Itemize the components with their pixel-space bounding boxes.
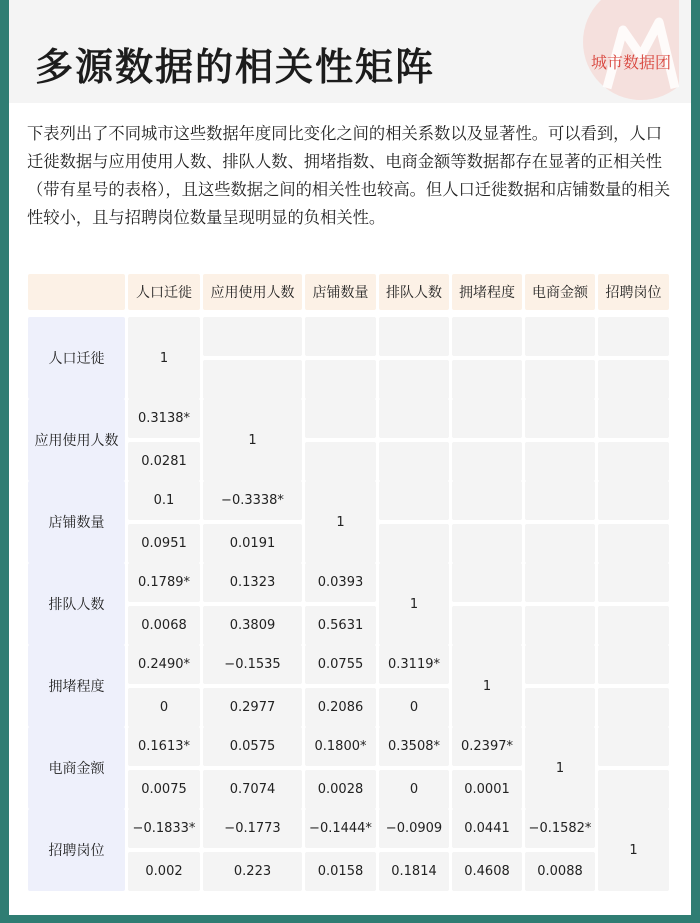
significance-p-value: 0 [379,688,449,727]
significance-p-value: 0.0068 [128,606,200,645]
empty-cell [379,442,449,481]
correlation-coefficient: 0.1789* [128,563,200,602]
correlation-coefficient: −0.1833* [128,809,200,848]
row-header: 招聘岗位 [28,809,125,891]
correlation-coefficient: 0.0441 [452,809,522,848]
significance-p-value: 0.0001 [452,770,522,809]
row-header: 排队人数 [28,563,125,645]
page-title: 多源数据的相关性矩阵 [35,45,436,89]
logo-text: 城市数据团 [591,53,672,72]
correlation-coefficient: 0.1 [128,481,200,520]
empty-cell [598,399,669,438]
correlation-coefficient: −0.1535 [203,645,302,684]
significance-p-value: 0.1814 [379,852,449,891]
empty-cell [525,442,595,481]
significance-p-value: 0.002 [128,852,200,891]
diagonal-cell: 1 [305,481,376,563]
empty-cell [452,399,522,438]
row-header: 人口迁徙 [28,317,125,399]
empty-cell [598,688,669,727]
row-header: 应用使用人数 [28,399,125,481]
empty-cell [379,524,449,563]
empty-cell [525,524,595,563]
empty-cell [452,481,522,520]
significance-p-value: 0.2977 [203,688,302,727]
significance-p-value: 0.223 [203,852,302,891]
significance-p-value: 0.4608 [452,852,522,891]
column-header: 排队人数 [379,274,449,310]
empty-cell [525,606,595,645]
significance-p-value: 0.3809 [203,606,302,645]
significance-p-value: 0.0088 [525,852,595,891]
significance-p-value: 0.0028 [305,770,376,809]
matrix-corner-header [28,274,125,310]
significance-p-value: 0.0951 [128,524,200,563]
correlation-coefficient: −0.1773 [203,809,302,848]
row-header: 电商金额 [28,727,125,809]
correlation-coefficient: 0.0393 [305,563,376,602]
significance-p-value: 0 [128,688,200,727]
diagonal-cell: 1 [379,563,449,645]
significance-p-value: 0 [379,770,449,809]
empty-cell [379,481,449,520]
empty-cell [452,606,522,645]
correlation-coefficient: 0.3138* [128,399,200,438]
correlation-coefficient: 0.2490* [128,645,200,684]
empty-cell [598,645,669,684]
correlation-coefficient: −0.3338* [203,481,302,520]
empty-cell [379,360,449,399]
empty-cell [598,727,669,766]
empty-cell [525,563,595,602]
correlation-coefficient: 0.3119* [379,645,449,684]
correlation-coefficient: 0.2397* [452,727,522,766]
diagonal-cell: 1 [598,809,669,891]
empty-cell [203,317,302,356]
empty-cell [598,770,669,809]
column-header: 招聘岗位 [598,274,669,310]
correlation-coefficient: 0.1800* [305,727,376,766]
empty-cell [452,563,522,602]
empty-cell [525,399,595,438]
correlation-coefficient: −0.0909 [379,809,449,848]
empty-cell [305,442,376,481]
empty-cell [525,688,595,727]
empty-cell [452,524,522,563]
empty-cell [379,399,449,438]
significance-p-value: 0.5631 [305,606,376,645]
empty-cell [598,317,669,356]
column-header: 应用使用人数 [203,274,302,310]
empty-cell [598,481,669,520]
correlation-coefficient: 0.0755 [305,645,376,684]
diagonal-cell: 1 [525,727,595,809]
significance-p-value: 0.0158 [305,852,376,891]
diagonal-cell: 1 [128,317,200,399]
empty-cell [598,563,669,602]
correlation-coefficient: −0.1444* [305,809,376,848]
correlation-coefficient: −0.1582* [525,809,595,848]
column-header: 店铺数量 [305,274,376,310]
significance-p-value: 0.0191 [203,524,302,563]
column-header: 人口迁徙 [128,274,200,310]
empty-cell [525,645,595,684]
empty-cell [525,360,595,399]
empty-cell [525,481,595,520]
empty-cell [452,360,522,399]
diagonal-cell: 1 [452,645,522,727]
significance-p-value: 0.2086 [305,688,376,727]
empty-cell [598,360,669,399]
empty-cell [305,360,376,399]
correlation-coefficient: 0.1323 [203,563,302,602]
column-header: 拥堵程度 [452,274,522,310]
empty-cell [379,317,449,356]
significance-p-value: 0.0075 [128,770,200,809]
empty-cell [598,524,669,563]
significance-p-value: 0.7074 [203,770,302,809]
diagonal-cell: 1 [203,399,302,481]
intro-paragraph: 下表列出了不同城市这些数据年度同比变化之间的相关系数以及显著性。可以看到，人口迁徙数据与应用使用人数、排队人数、拥堵指数、电商金额等数据都存在显著的正相关性（带有星号的表格），且这些数据之间的相关性也较高。但人口迁徙数据和店铺数量的相关性较小，且与招聘岗位数量呈现明显的负相关性。 [27,124,671,227]
empty-cell [525,317,595,356]
empty-cell [203,360,302,399]
correlation-coefficient: 0.0575 [203,727,302,766]
correlation-coefficient: 0.3508* [379,727,449,766]
row-header: 店铺数量 [28,481,125,563]
empty-cell [598,606,669,645]
empty-cell [452,442,522,481]
page [9,0,691,915]
row-header: 拥堵程度 [28,645,125,727]
empty-cell [598,442,669,481]
significance-p-value: 0.0281 [128,442,200,481]
empty-cell [305,317,376,356]
empty-cell [452,317,522,356]
correlation-coefficient: 0.1613* [128,727,200,766]
column-header: 电商金额 [525,274,595,310]
empty-cell [305,399,376,438]
